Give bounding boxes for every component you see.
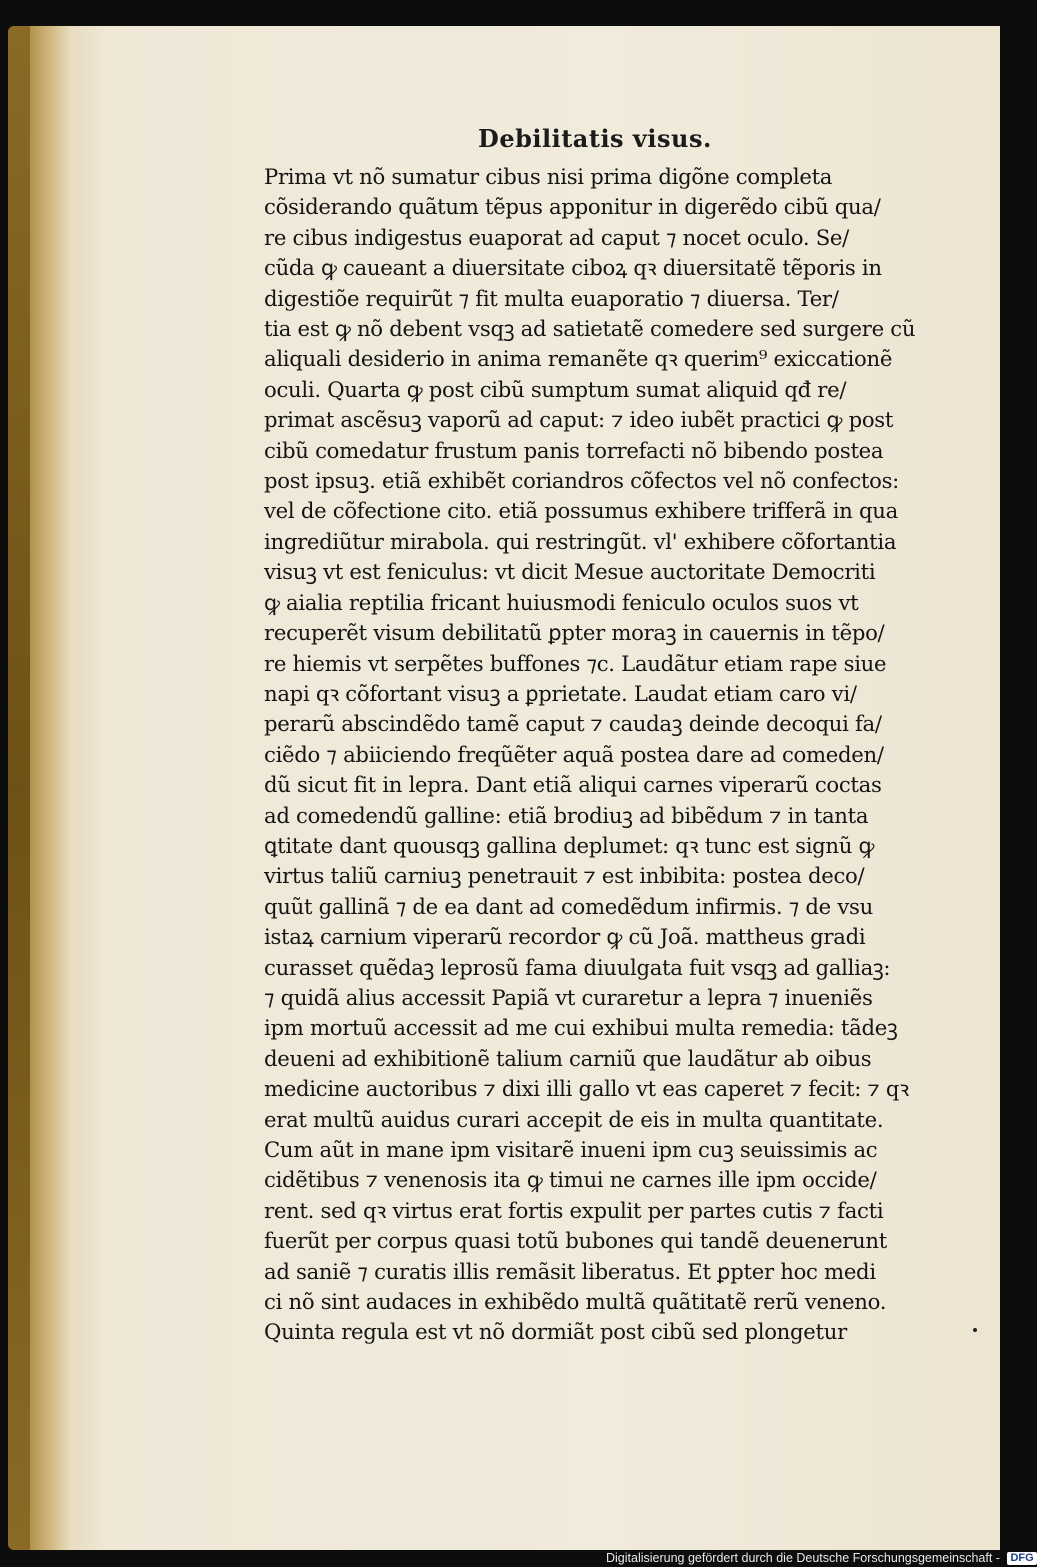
text-line: aliquali desiderio in anima remanẽte qꝛ querim⁹ exiccationẽ <box>264 346 893 372</box>
footer-text: Digitalisierung gefördert durch die Deutsche Forschungsgemeinschaft - <box>606 1551 1000 1565</box>
text-line: cõsiderando quãtum tẽpus apponitur in digerẽdo cibũ qua/ <box>264 194 881 220</box>
text-line: istaꝝ carnium viperarũ recordor ꝙ cũ Joã. mattheus gradi <box>264 924 866 950</box>
text-line: Cum aũt in mane ipm visitarẽ inueni ipm cuꝫ seuissimis ac <box>264 1137 878 1162</box>
text-line: ipm mortuũ accessit ad me cui exhibui multa remedia: tãdeꝫ <box>264 1015 898 1041</box>
text-line: ad saniẽ ⁊ curatis illis remãsit liberatus. Et ꝑpter hoc medi <box>264 1258 876 1284</box>
text-line: post ipsuꝫ. etiã exhibẽt coriandros cõfectos vel nõ confectos: <box>264 468 900 494</box>
text-line: recuperẽt visum debilitatũ ꝑpter moraꝫ in cauernis in tẽpo/ <box>264 620 885 646</box>
text-line: deueni ad exhibitionẽ talium carniũ que laudãtur ab oibus <box>264 1045 872 1071</box>
text-line: primat ascẽsuꝫ vaporũ ad caput: ⁊ ideo iubẽt practici ꝙ post <box>264 407 894 433</box>
text-line: oculi. Quarta ꝙ post cibũ sumptum sumat aliquid qđ re/ <box>264 376 847 402</box>
text-line: ꝙ aialia reptilia fricant huiusmodi feniculo oculos suos vt <box>264 589 859 615</box>
text-line: digestiõe requirũt ⁊ fit multa euaporatio ⁊ diuersa. Ter/ <box>264 285 839 311</box>
text-line: medicine auctoribus ⁊ dixi illi gallo vt eas caperet ⁊ fecit: ⁊ qꝛ <box>264 1076 909 1102</box>
ink-spot <box>973 1328 977 1332</box>
text-line: quũt gallinã ⁊ de ea dant ad comedẽdum infirmis. ⁊ de vsu <box>264 893 873 919</box>
text-line: re cibus indigestus euaporat ad caput ⁊ nocet oculo. Se/ <box>264 224 850 250</box>
text-line: ingrediũtur mirabola. qui restringũt. vl' exhibere cõfortantia <box>264 528 897 554</box>
dfg-logo: DFG <box>1007 1552 1036 1565</box>
book-page <box>8 26 1000 1550</box>
text-line: rent. sed qꝛ virtus erat fortis expulit per partes cutis ⁊ facti <box>264 1197 884 1223</box>
text-line: tia est ꝙ nõ debent vsqꝫ ad satietatẽ comedere sed surgere cũ <box>264 316 916 342</box>
text-line: ciẽdo ⁊ abiiciendo freqũẽter aquã postea dare ad comeden/ <box>264 741 884 767</box>
text-line: fuerũt per corpus quasi totũ bubones qui tandẽ deuenerunt <box>264 1228 887 1254</box>
text-line: ad comedendũ galline: etiã brodiuꝫ ad bibẽdum ⁊ in tanta <box>264 802 869 828</box>
text-line: visuꝫ vt est feniculus: vt dicit Mesue auctoritate Democriti <box>264 559 876 585</box>
text-line: Quinta regula est vt nõ dormiãt post cibũ sed plongetur <box>264 1319 847 1345</box>
text-line: perarũ abscindẽdo tamẽ caput ⁊ caudaꝫ deinde decoqui fa/ <box>264 711 882 737</box>
text-line: ci nõ sint audaces in exhibẽdo multã quãtitatẽ rerũ veneno. <box>264 1289 887 1315</box>
footer-credit <box>606 1550 1037 1567</box>
text-line: napi qꝛ cõfortant visuꝫ a ꝑprietate. Laudat etiam caro vi/ <box>264 680 857 706</box>
text-line: curasset quẽdaꝫ leprosũ fama diuulgata fuit vsqꝫ ad galliaꝫ: <box>264 954 891 980</box>
text-line: re hiemis vt serpẽtes buffones ⁊c. Laudãtur etiam rape siue <box>264 650 887 676</box>
page-text-block <box>264 162 934 1348</box>
text-line: cũda ꝙ caueant a diuersitate ciboꝝ qꝛ diuersitatẽ tẽporis in <box>264 255 882 281</box>
text-line: cidẽtibus ⁊ venenosis ita ꝙ timui ne carnes ille ipm occide/ <box>264 1167 877 1193</box>
text-line: cibũ comedatur frustum panis torrefacti nõ bibendo postea <box>264 437 884 463</box>
text-line: vel de cõfectione cito. etiã possumus exhibere trifferã in qua <box>264 498 898 524</box>
text-line: ꝗtitate dant quousqꝫ gallina deplumet: qꝛ tunc est signũ ꝙ <box>264 832 875 858</box>
text-line: virtus taliũ carniuꝫ penetrauit ⁊ est inbibita: postea deco/ <box>264 863 865 889</box>
text-line: dũ sicut fit in lepra. Dant etiã aliqui carnes viperarũ coctas <box>264 772 882 798</box>
text-line: erat multũ auidus curari accepit de eis in multa quantitate. <box>264 1106 884 1132</box>
text-line: ⁊ quidã alius accessit Papiã vt curaretur a lepra ⁊ inueniẽs <box>264 984 873 1010</box>
text-line: Prima vt nõ sumatur cibus nisi prima digõne completa <box>264 164 833 189</box>
page-heading: Debilitatis visus. <box>478 124 712 153</box>
